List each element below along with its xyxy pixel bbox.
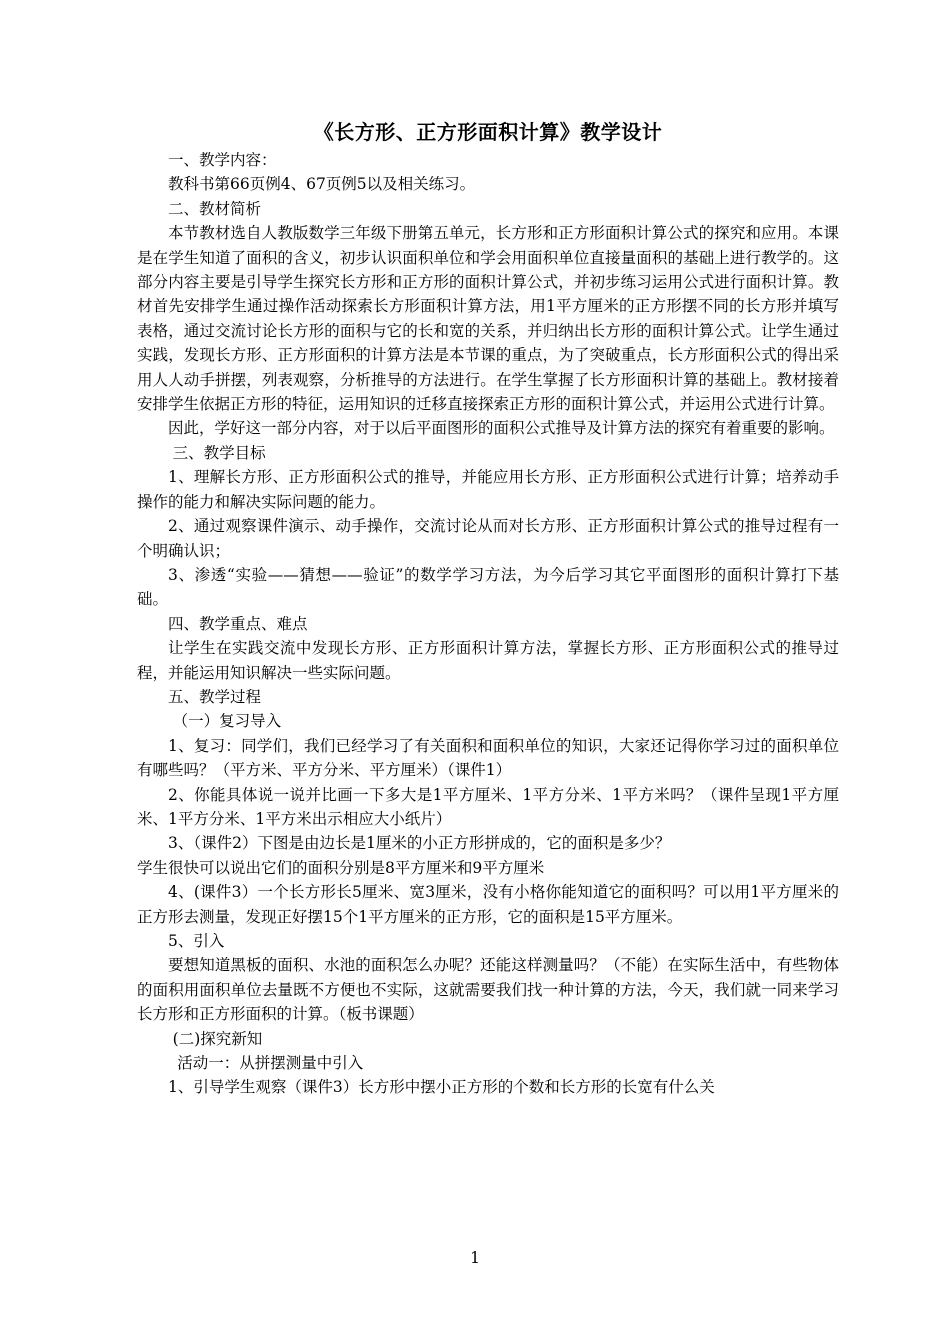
paragraph: 二、教材简析 <box>168 199 262 218</box>
paragraph: 1、复习：同学们，我们已经学习了有关面积和面积单位的知识，大家还记得你学习过的面积单位有哪些吗？（平方米、平方分米、平方厘米）（课件1） <box>137 736 839 780</box>
paragraph: (二)探究新知 <box>172 1029 263 1048</box>
paragraph: 3、渗透“实验——猜想——验证”的数学学习方法，为今后学习其它平面图形的面积计算打下基础。 <box>137 565 839 609</box>
document-page <box>137 118 839 1100</box>
paragraph: 三、教学目标 <box>172 443 266 462</box>
page-number: 1 <box>470 1249 480 1267</box>
paragraph: 教科书第66页例4、67页例5以及相关练习。 <box>168 175 476 194</box>
document-title: 《长方形、正方形面积计算》教学设计 <box>313 120 663 144</box>
paragraph: 5、引入 <box>168 932 225 950</box>
paragraph: 本节教材选自人教版数学三年级下册第五单元，长方形和正方形面积计算公式的探究和应用。本课是在学生知道了面积的含义，初步认识面积单位和学会用面积单位直接量面积的基础上进行教学的。这部分内容主要是引导学生探究长方形和正方形的面积计算公式，并初步练习运用公式进行面积计算。教材首先安排学生通过操作活动探索长方形面积计算方法，用1平方厘米的正方形摆不同的长方形并填写表格，通过交流讨论长方形的面积与它的长和宽的关系，并归纳出长方形的面积计算公式。让学生通过实践，发现长方形、正方形面积的计算方法是本节课的重点，为了突破重点，长方形面积公式的得出采用人人动手拼摆，列表观察，分析推导的方法进行。在学生掌握了长方形面积计算的基础上。教材接着安排学生依据正方形的特征，运用知识的迁移直接探索正方形的面积计算公式，并运用公式进行计算。 <box>137 224 839 414</box>
paragraph: 一、教学内容： <box>168 151 277 169</box>
paragraph: （一）复习导入 <box>172 712 282 731</box>
paragraph: 1、引导学生观察（课件3）长方形中摆小正方形的个数和长方形的长宽有什么关 <box>168 1078 715 1097</box>
paragraph: 五、教学过程 <box>168 687 262 706</box>
paragraph: 让学生在实践交流中发现长方形、正方形面积计算方法，掌握长方形、正方形面积公式的推导过程，并能运用知识解决一些实际问题。 <box>137 639 839 682</box>
paragraph: 要想知道黑板的面积、水池的面积怎么办呢？还能这样测量吗？（不能）在实际生活中，有些物体的面积用面积单位去量既不方便也不实际，这就需要我们找一种计算的方法，今天，我们就一同来学习长方形和正方形面积的计算。（板书课题） <box>137 956 839 1024</box>
document-body <box>137 148 839 1100</box>
paragraph: 学生很快可以说出它们的面积分别是8平方厘米和9平方厘米 <box>137 858 545 877</box>
paragraph: 3、（课件2）下图是由边长是1厘米的小正方形拼成的，它的面积是多少？ <box>168 834 671 853</box>
paragraph: 4、(课件3）一个长方形长5厘米、宽3厘米，没有小格你能知道它的面积吗？可以用1平方厘米的正方形去测量，发现正好摆15个1平方厘米的正方形，它的面积是15平方厘米。 <box>137 883 839 926</box>
paragraph: 2、你能具体说一说并比画一下多大是1平方厘米、1平方分米、1平方米吗？（课件呈现1平方厘米、1平方分米、1平方米出示相应大小纸片） <box>137 785 839 828</box>
paragraph: 1、理解长方形、正方形面积公式的推导，并能应用长方形、正方形面积公式进行计算；培养动手操作的能力和解决实际问题的能力。 <box>137 468 839 511</box>
paragraph: 因此，学好这一部分内容，对于以后平面图形的面积公式推导及计算方法的探究有着重要的影响。 <box>168 419 835 438</box>
paragraph: 2、通过观察课件演示、动手操作，交流讨论从而对长方形、正方形面积计算公式的推导过程有一个明确认识； <box>137 517 839 560</box>
paragraph: 四、教学重点、难点 <box>168 614 308 633</box>
paragraph: 活动一：从拼摆测量中引入 <box>177 1054 364 1073</box>
